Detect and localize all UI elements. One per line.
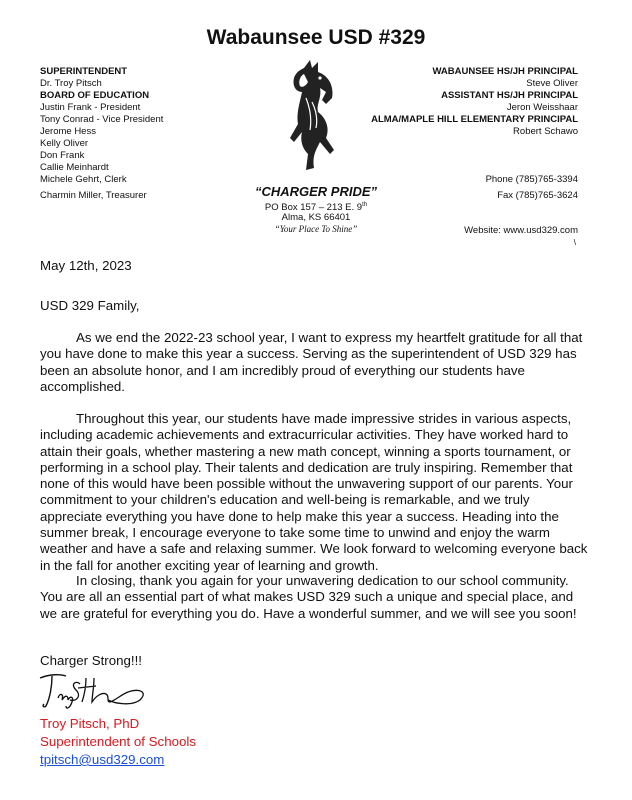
board-member: Callie Meinhardt — [40, 162, 109, 173]
board-member: Justin Frank - President — [40, 102, 141, 113]
paragraph: In closing, thank you again for your unwavering dedication to our school community. You are all an essential part of what makes USD 329 such a unique and special place, and we are grateful for everything you do. Have a wonderful summer, and we will see you soon! — [40, 573, 577, 621]
motto: “CHARGER PRIDE” — [254, 184, 378, 199]
board-member: Tony Conrad - Vice President — [40, 114, 164, 125]
board-label: BOARD OF EDUCATION — [40, 90, 150, 101]
asst-principal-name: Jeron Weisshaar — [506, 102, 578, 113]
hs-principal-name: Steve Oliver — [526, 78, 578, 89]
signer-name: Troy Pitsch, PhD — [40, 716, 140, 731]
board-member: Don Frank — [40, 150, 85, 161]
paragraph: Throughout this year, our students have made impressive strides in various aspects, including academic achievements and extracurricular activities. They have worked hard to attain their goals, whether mastering a new math concept, winning a sports tournament, or performing in a school play. Their talents and dedication are truly inspiring. Remember that none of this would have been possible without the unwavering support of our parents. Your commitment to your children's education and well-being is remarkable, and we truly appreciate everything you have done to help make this year a success. Heading into the summer break, I encourage everyone to take some time to unwind and enjoy the warm weather and have a safe and relaxing summer. We look forward to welcoming everyone back in the fall for another exciting year of learning and growth. — [40, 411, 588, 573]
charger-horse-logo-icon — [282, 58, 346, 174]
asst-principal-label: ASSISTANT HS/JH PRINCIPAL — [441, 90, 578, 101]
address-line1-sup: th — [362, 202, 368, 208]
website[interactable]: Website: www.usd329.com — [464, 225, 578, 236]
elem-principal-name: Robert Schawo — [513, 126, 578, 137]
left-header — [40, 66, 163, 174]
superintendent-name: Dr. Troy Pitsch — [40, 78, 102, 89]
address-line1-text: PO Box 157 – 213 E. 9 — [264, 202, 363, 214]
signer-email-link[interactable]: tpitsch@usd329.com — [40, 752, 165, 767]
district-title: Wabaunsee USD #329 — [206, 26, 426, 49]
elem-principal-label: ALMA/MAPLE HILL ELEMENTARY PRINCIPAL — [371, 114, 578, 125]
right-header — [371, 66, 578, 138]
closing: Charger Strong!!! — [40, 653, 142, 668]
treasurer: Charmin Miller, Treasurer — [40, 190, 147, 201]
clerk: Michele Gehrt, Clerk — [40, 174, 127, 185]
board-member: Jerome Hess — [40, 126, 96, 137]
tagline: “Your Place To Shine” — [274, 224, 358, 234]
signer-title: Superintendent of Schools — [40, 734, 196, 749]
address-line2: Alma, KS 66401 — [281, 212, 351, 223]
handwritten-signature — [36, 670, 156, 712]
paragraph: As we end the 2022-23 school year, I want to express my heartfelt gratitude for all that you have done to make this year a success. Serving as the superintendent of USD 329 has been an absolute honor, and I am incredibly proud of everything our students have accomplished. — [40, 330, 583, 394]
stray-mark: \ — [573, 238, 576, 247]
fax: Fax (785)765-3624 — [497, 190, 578, 201]
salutation: USD 329 Family, — [40, 298, 140, 313]
hs-principal-label: WABAUNSEE HS/JH PRINCIPAL — [432, 66, 578, 77]
superintendent-label: SUPERINTENDENT — [40, 66, 128, 77]
phone: Phone (785)765-3394 — [485, 174, 578, 185]
board-member: Kelly Oliver — [40, 138, 89, 149]
letter-date: May 12th, 2023 — [40, 258, 132, 273]
